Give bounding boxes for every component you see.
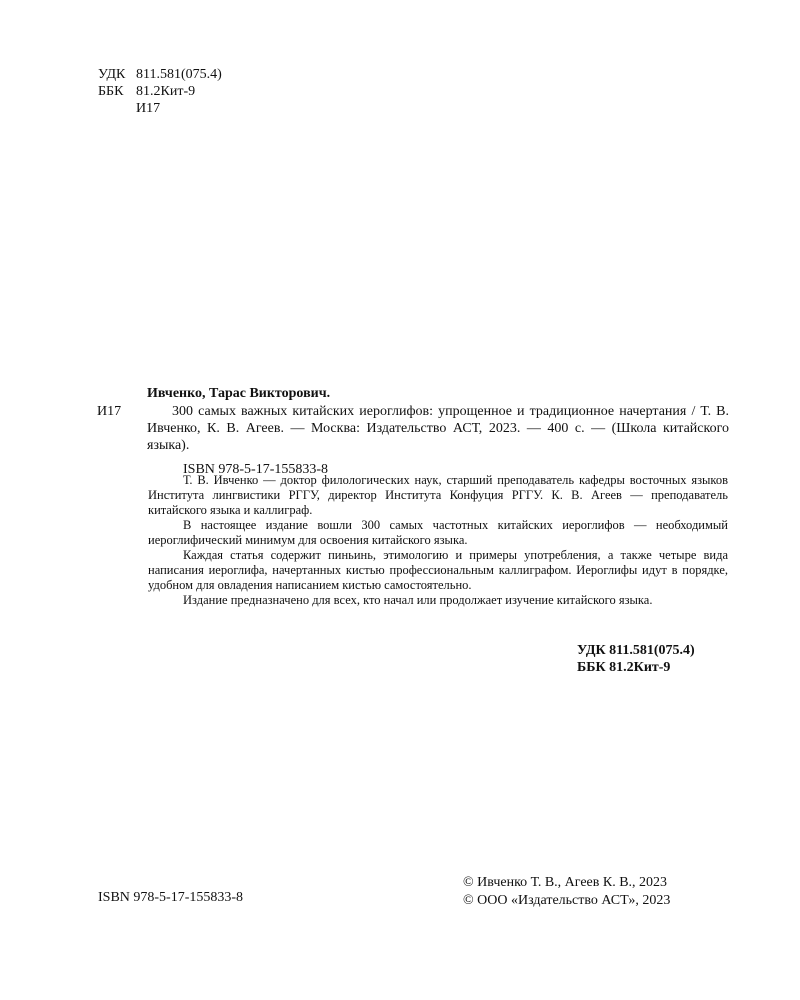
bbk-value: 81.2Кит-9	[136, 84, 196, 99]
bbk-row	[98, 83, 222, 100]
annotation-paragraph: Каждая статья содержит пиньинь, этимологию и примеры употребления, а также четыре вида написания иероглифа, начертанных кистью профессиональным каллиграфом. Иероглифы идут в порядке, удобном для овладения написанием кистью самостоятельно.	[148, 548, 728, 592]
entry-mark: И17	[97, 404, 122, 419]
udk-row	[98, 66, 222, 83]
udk-value: 811.581(075.4)	[136, 67, 222, 82]
entry-body	[97, 403, 729, 454]
annotation-paragraph: Т. В. Ивченко — доктор филологических наук, старший преподаватель кафедры восточных языков Института лингвистики РГГУ, директор Института Конфуция РГГУ. К. В. Агеев — преподаватель китайского языка и каллиграф.	[148, 473, 728, 517]
entry-description: 300 самых важных китайских иероглифов: упрощенное и традиционное начертания / Т. В. Ивченко, К. В. Агеев. — Москва: Издательство АСТ, 2023. — 400 с. — (Школа китайского языка).	[147, 404, 729, 453]
copyright-publisher: © ООО «Издательство АСТ», 2023	[463, 893, 671, 908]
bibliographic-entry	[97, 385, 729, 478]
classification-block	[98, 66, 222, 117]
copyright-authors: © Ивченко Т. В., Агеев К. В., 2023	[463, 875, 668, 890]
udk-label: УДК	[98, 67, 126, 82]
annotation	[148, 473, 728, 608]
footer-isbn: ISBN 978-5-17-155833-8	[98, 890, 244, 905]
annotation-paragraph: Издание предназначено для всех, кто начал или продолжает изучение китайского языка.	[183, 593, 653, 607]
bbk-label: ББК	[98, 84, 124, 99]
classification-summary	[577, 642, 695, 676]
annotation-paragraph: В настоящее издание вошли 300 самых частотных китайских иероглифов — необходимый иероглифический минимум для освоения китайского языка.	[148, 518, 728, 547]
udk-summary: УДК 811.581(075.4)	[577, 643, 695, 658]
bbk-summary: ББК 81.2Кит-9	[577, 660, 671, 675]
author-mark: И17	[136, 101, 161, 116]
entry-isbn: ISBN 978-5-17-155833-8	[183, 462, 329, 477]
author-mark-row	[98, 100, 222, 117]
entry-author: Ивченко, Тарас Викторович.	[147, 386, 331, 401]
copyright-block	[463, 874, 670, 910]
